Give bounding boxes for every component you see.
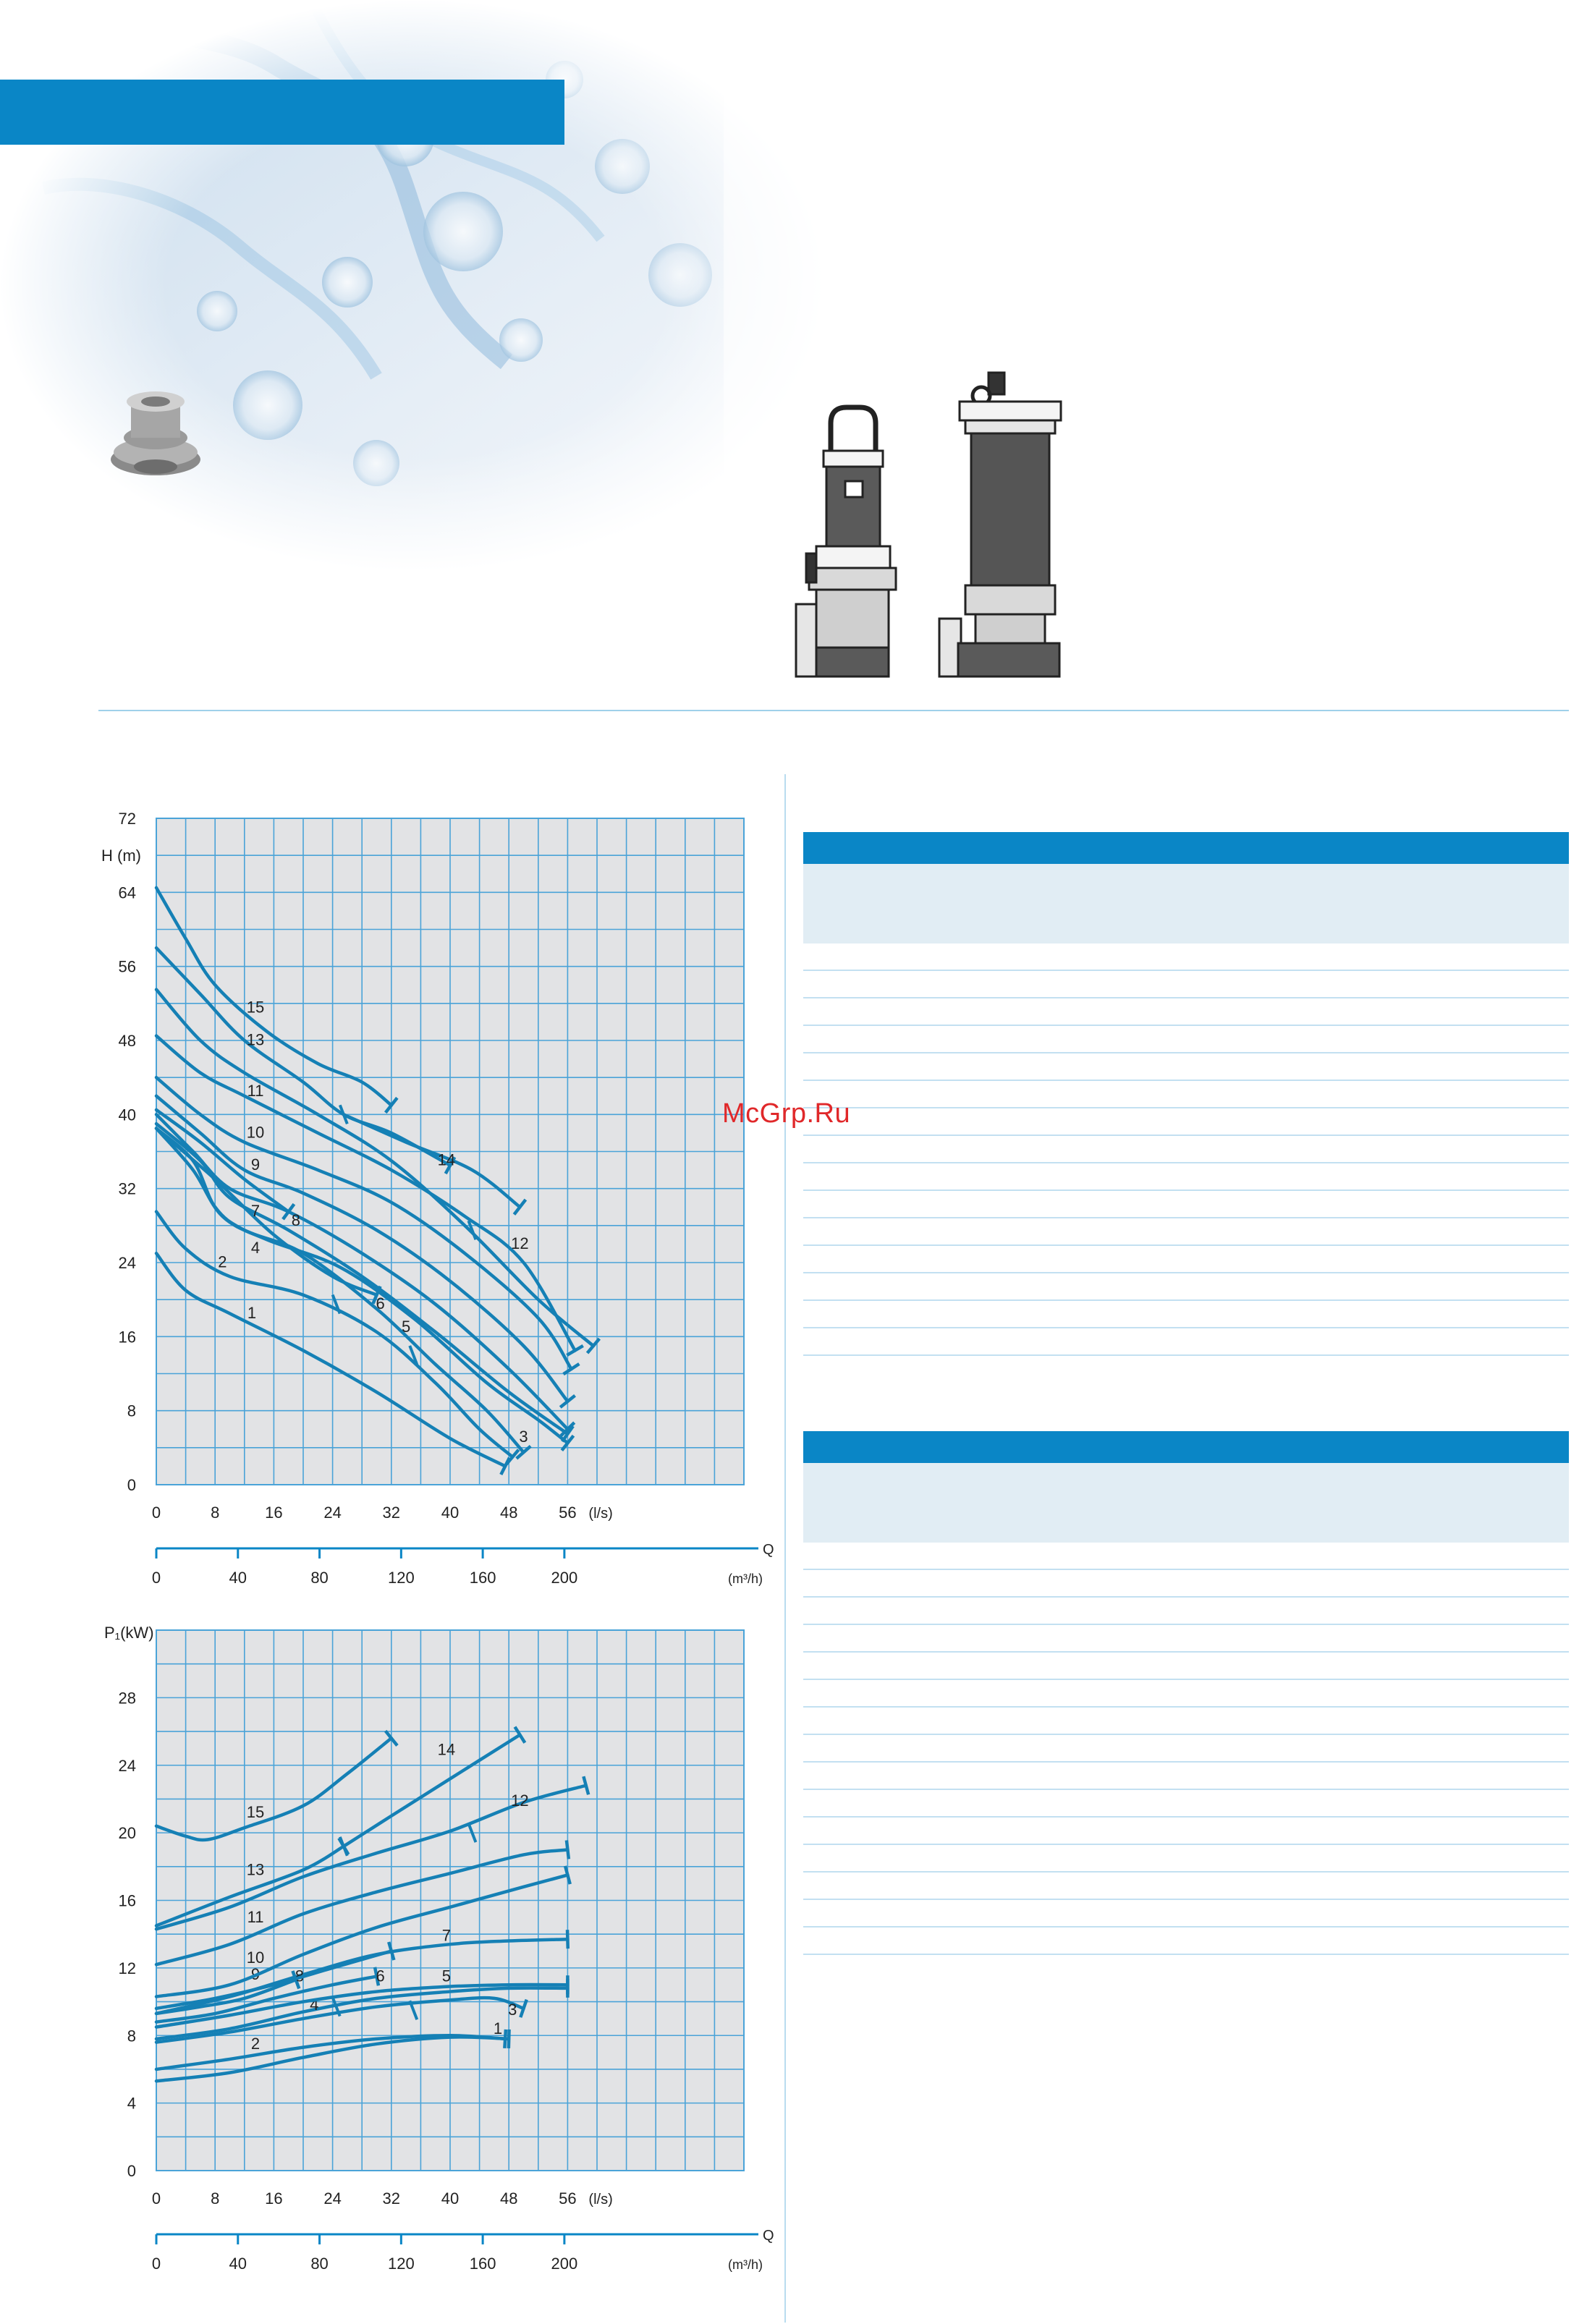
- curve-label: 9: [250, 1155, 261, 1174]
- x2-tick-label: 160: [469, 1569, 496, 1587]
- table-row-line: [803, 1217, 1569, 1218]
- table-row-line: [803, 1272, 1569, 1273]
- table-row-line: [803, 1189, 1569, 1191]
- table-rows: [803, 1569, 1569, 1955]
- table-row-line: [803, 1327, 1569, 1328]
- table-row-line: [803, 1871, 1569, 1873]
- curve-label: 3: [519, 1428, 528, 1446]
- x-tick-label: 0: [151, 1504, 161, 1522]
- x-tick-label: 40: [441, 1504, 460, 1522]
- table-row-line: [803, 1162, 1569, 1163]
- watermark: McGrp.Ru: [722, 1098, 851, 1129]
- q-axis-label: Q: [763, 2228, 774, 2244]
- y-axis-label: P₁(kW): [104, 1624, 154, 1642]
- x-tick-label: 16: [265, 2189, 283, 2208]
- curve-label: 15: [246, 998, 265, 1017]
- y-tick-label: 24: [118, 1756, 136, 1775]
- x2-tick-label: 80: [310, 1569, 329, 1587]
- x-tick-label: 8: [211, 2189, 220, 2208]
- x-tick-label: 32: [382, 2189, 401, 2208]
- curve-label: 6: [376, 1967, 385, 1985]
- table-row-line: [803, 1679, 1569, 1680]
- y-axis-label: H (m): [101, 847, 141, 865]
- curve-end-marker: [567, 1930, 568, 1948]
- curve-label: 13: [246, 1860, 265, 1879]
- curve-label: 10: [246, 1948, 265, 1967]
- y-tick-label: 56: [118, 957, 136, 976]
- table-row-line: [803, 1135, 1569, 1136]
- x2-tick-label: 80: [310, 2255, 329, 2273]
- table-row-line: [803, 997, 1569, 998]
- curve-label: 12: [511, 1234, 529, 1252]
- y-tick-label: 8: [127, 2027, 136, 2045]
- x-unit-label: (l/s): [588, 2192, 613, 2208]
- curve-label: 6: [376, 1294, 385, 1312]
- x-tick-label: 48: [499, 1504, 518, 1522]
- x-tick-label: 0: [151, 2189, 161, 2208]
- curve-label: 10: [246, 1123, 265, 1142]
- x2-tick-label: 200: [551, 1569, 578, 1587]
- x2-tick-label: 160: [469, 2255, 496, 2273]
- table-row-line: [803, 1080, 1569, 1081]
- x-tick-label: 32: [382, 1504, 401, 1522]
- curve-label: 7: [441, 1926, 452, 1945]
- curve-label: 12: [511, 1791, 529, 1810]
- curve-label: 1: [493, 2019, 503, 2037]
- table-row-line: [803, 1844, 1569, 1845]
- y-tick-label: 32: [118, 1179, 136, 1198]
- curve-label: 2: [218, 1252, 227, 1271]
- table-row-line: [803, 1354, 1569, 1356]
- y-tick-label: 20: [118, 1824, 136, 1843]
- table-row-line: [803, 1299, 1569, 1301]
- curve-label: 14: [437, 1740, 456, 1759]
- curve-label: 15: [246, 1803, 265, 1822]
- x-tick-label: 16: [265, 1504, 283, 1522]
- table-row-line: [803, 1954, 1569, 1955]
- table-row-line: [803, 1107, 1569, 1108]
- q-axis-label: Q: [763, 1542, 774, 1558]
- spec-table-2: [803, 1431, 1569, 1955]
- curve-label: 4: [250, 1239, 261, 1258]
- power-curve-chart: [0, 1613, 782, 2323]
- y-tick-label: 64: [118, 883, 136, 902]
- table-row-line: [803, 1569, 1569, 1570]
- table-subheader: [803, 864, 1569, 943]
- x2-unit-label: (m³/h): [728, 1572, 763, 1586]
- curve-label: 9: [250, 1965, 261, 1984]
- x2-tick-label: 120: [387, 1569, 415, 1587]
- y-tick-label: 24: [118, 1254, 136, 1272]
- curve-label: 8: [291, 1210, 300, 1229]
- table-row-line: [803, 1706, 1569, 1708]
- table-row-line: [803, 1789, 1569, 1790]
- curve-end-marker: [567, 1841, 569, 1859]
- table-row-line: [803, 1025, 1569, 1026]
- x2-tick-label: 0: [151, 2255, 161, 2273]
- table-row-line: [803, 1761, 1569, 1763]
- table-row-line: [803, 1816, 1569, 1818]
- head-curve-chart: [0, 781, 782, 1635]
- table-subheader: [803, 1463, 1569, 1543]
- y-tick-label: 4: [127, 2094, 136, 2113]
- x2-tick-label: 200: [551, 2255, 578, 2273]
- curve-label: 1: [247, 1303, 257, 1322]
- x-tick-label: 8: [211, 1504, 220, 1522]
- table-row-line: [803, 1244, 1569, 1246]
- x-tick-label: 56: [559, 2189, 577, 2208]
- y-tick-label: 16: [118, 1328, 136, 1347]
- spec-table-1: [803, 832, 1569, 1356]
- x2-tick-label: 40: [229, 1569, 247, 1587]
- curve-label: 2: [250, 2034, 261, 2053]
- table-header: [803, 832, 1569, 864]
- x2-tick-label: 40: [229, 2255, 247, 2273]
- x-unit-label: (l/s): [588, 1506, 613, 1522]
- y-tick-label: 0: [127, 2162, 136, 2180]
- curve-label: 5: [441, 1967, 452, 1985]
- y-tick-label: 0: [127, 1476, 136, 1494]
- y-tick-label: 48: [118, 1032, 136, 1050]
- table-row-line: [803, 1734, 1569, 1735]
- pump-large-drawing: [939, 373, 1061, 677]
- y-tick-label: 16: [118, 1891, 136, 1910]
- table-row-line: [803, 1651, 1569, 1653]
- pump-small-drawing: [796, 407, 896, 677]
- column-divider: [784, 774, 786, 2323]
- table-row-line: [803, 1926, 1569, 1928]
- table-header: [803, 1431, 1569, 1463]
- x-tick-label: 24: [323, 1504, 342, 1522]
- curve-label: 3: [508, 2001, 517, 2019]
- x-tick-label: 40: [441, 2189, 460, 2208]
- curve-label: 5: [401, 1317, 411, 1336]
- x2-tick-label: 120: [387, 2255, 415, 2273]
- curve-label: 14: [437, 1150, 456, 1169]
- curve-label: 7: [250, 1202, 261, 1221]
- x-tick-label: 24: [323, 2189, 342, 2208]
- table-row-line: [803, 1899, 1569, 1900]
- header-divider: [98, 710, 1569, 711]
- y-tick-label: 12: [118, 1959, 136, 1977]
- curve-label: 13: [246, 1030, 265, 1049]
- x-tick-label: 48: [499, 2189, 518, 2208]
- x2-tick-label: 0: [151, 1569, 161, 1587]
- table-row-line: [803, 970, 1569, 971]
- curve-label: 4: [310, 1996, 319, 2014]
- y-tick-label: 28: [118, 1689, 136, 1708]
- x-tick-label: 56: [559, 1504, 577, 1522]
- table-rows: [803, 970, 1569, 1356]
- table-row-line: [803, 1624, 1569, 1625]
- title-bar: [0, 80, 564, 145]
- curve-label: 8: [295, 1967, 305, 1985]
- x2-unit-label: (m³/h): [728, 2257, 763, 2272]
- pump-drawings: [795, 365, 1135, 695]
- y-tick-label: 72: [118, 810, 136, 828]
- table-row-line: [803, 1596, 1569, 1598]
- table-row-line: [803, 1052, 1569, 1053]
- y-tick-label: 40: [118, 1106, 136, 1124]
- curve-label: 11: [247, 1907, 264, 1926]
- y-tick-label: 8: [127, 1401, 136, 1420]
- curve-label: 11: [247, 1081, 264, 1100]
